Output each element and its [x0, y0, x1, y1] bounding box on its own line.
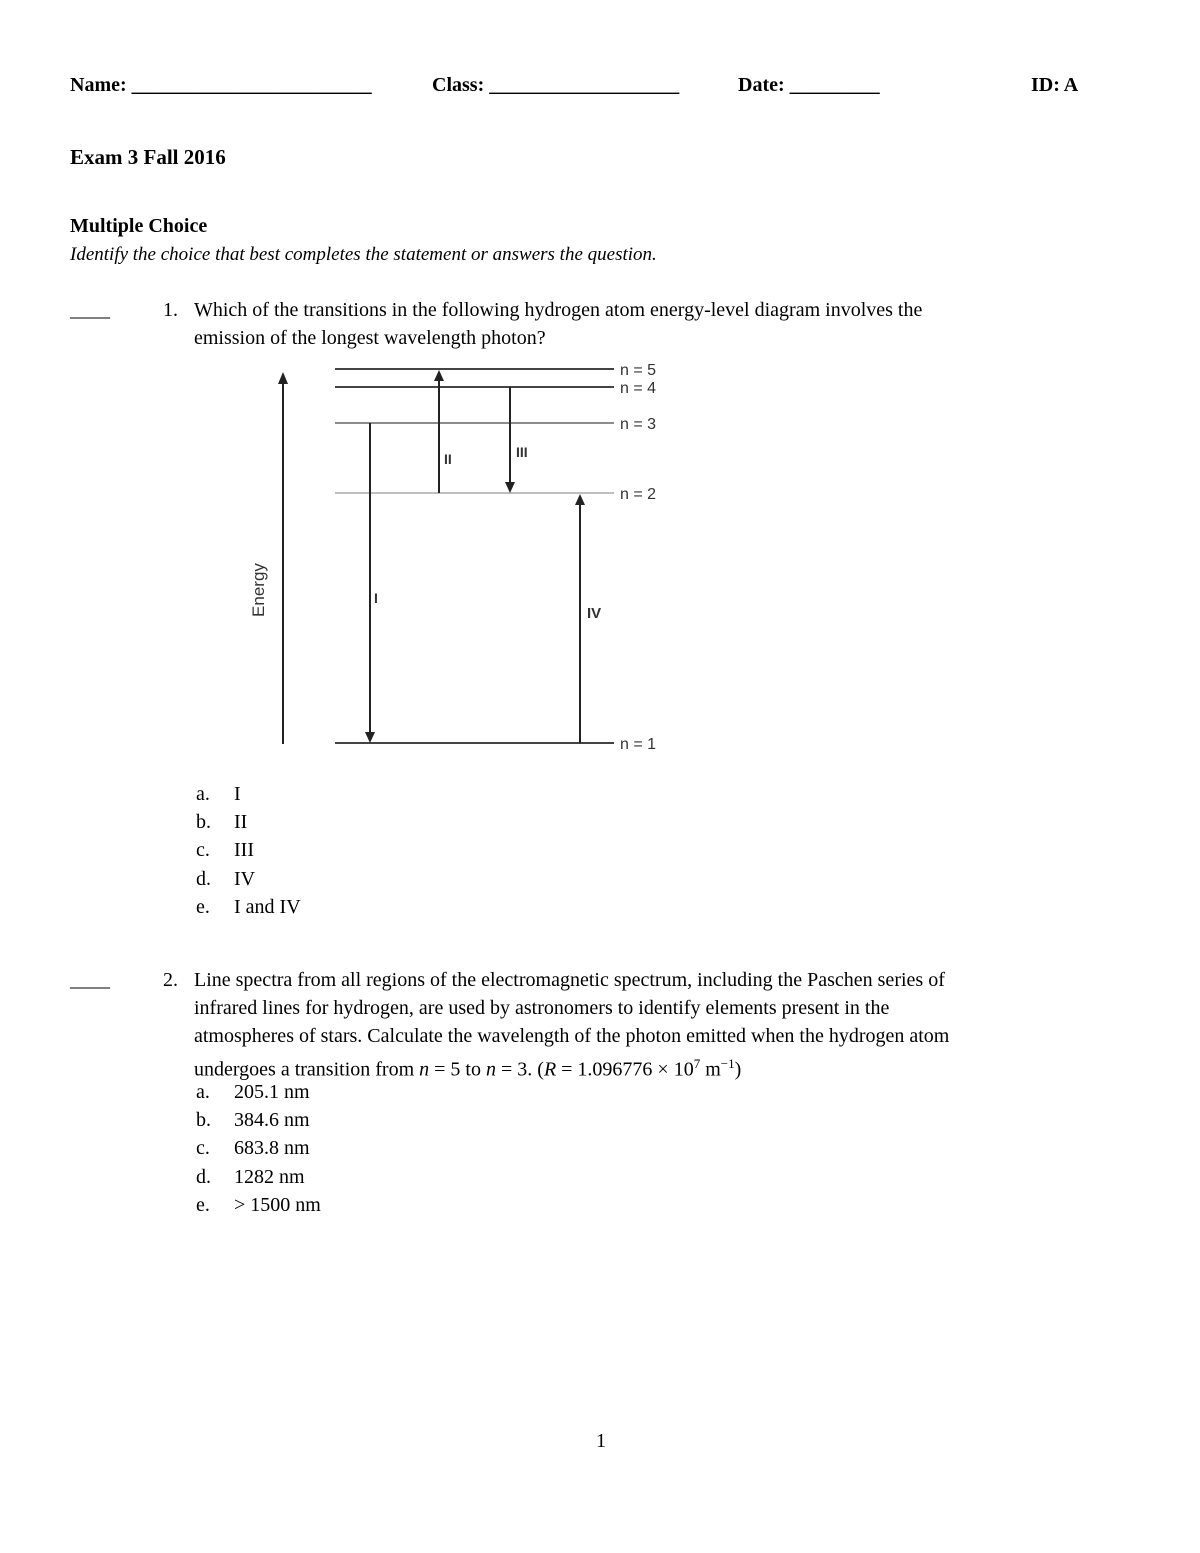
- choice-letter: b.: [196, 811, 211, 834]
- question-1-choices: [196, 780, 301, 921]
- exam-title: Exam 3 Fall 2016: [70, 145, 226, 169]
- choice-text: IV: [234, 867, 256, 890]
- question-2-text-run: = 1.096776 × 10: [556, 1058, 694, 1081]
- variable-n: n: [485, 1058, 496, 1081]
- question-2-choices: [196, 1078, 321, 1219]
- section-heading: Multiple Choice: [70, 215, 208, 237]
- exponent: −1: [720, 1056, 735, 1071]
- variable-r: R: [543, 1058, 557, 1081]
- choice-c[interactable]: [196, 1134, 321, 1162]
- choice-b[interactable]: [196, 808, 301, 836]
- exponent: 7: [693, 1056, 701, 1071]
- transition-label-II: II: [444, 451, 452, 467]
- question-2-text-run: undergoes a transition from: [194, 1058, 420, 1081]
- energy-axis-arrowhead: [278, 372, 288, 384]
- question-2-text-run: m: [700, 1058, 721, 1081]
- choice-text: 384.6 nm: [234, 1109, 310, 1132]
- choice-letter: a.: [196, 783, 210, 805]
- question-2-text: [194, 966, 949, 1084]
- level-label-n5: n = 5: [620, 362, 657, 379]
- choice-letter: c.: [196, 839, 210, 862]
- choice-letter: c.: [196, 1137, 210, 1160]
- transition-label-III: III: [516, 444, 528, 460]
- choice-letter: d.: [196, 867, 211, 890]
- level-label-n2: n = 2: [620, 486, 657, 503]
- date-field-label: Date: _________: [738, 74, 880, 96]
- choice-text: I: [234, 783, 241, 805]
- choice-b[interactable]: [196, 1106, 321, 1134]
- choice-e[interactable]: [196, 893, 301, 921]
- choice-d[interactable]: [196, 865, 301, 893]
- transition-arrowhead-I: [365, 732, 375, 743]
- section-instructions: Identify the choice that best completes the statement or answers the question.: [70, 244, 657, 265]
- choice-c[interactable]: [196, 836, 301, 864]
- choice-letter: d.: [196, 1165, 211, 1188]
- question-2-text-run: = 5 to: [429, 1058, 486, 1081]
- answer-blank-1[interactable]: ____: [70, 299, 110, 321]
- transition-arrowhead-II: [434, 370, 444, 381]
- question-2-line: infrared lines for hydrogen, are used by astronomers to identify elements present in the: [194, 997, 890, 1019]
- question-1-line: Which of the transitions in the following hydrogen atom energy-level diagram involves the: [194, 299, 923, 321]
- choice-text: I and IV: [234, 895, 301, 918]
- choice-text: III: [234, 839, 254, 862]
- question-2-text-run: = 3. (: [495, 1058, 544, 1081]
- variable-n: n: [419, 1058, 430, 1081]
- transition-arrowhead-IV: [575, 494, 585, 505]
- question-1-line: emission of the longest wavelength photon?: [194, 327, 546, 349]
- choice-letter: e.: [196, 895, 210, 918]
- level-label-n3: n = 3: [620, 416, 657, 433]
- choice-e[interactable]: [196, 1191, 321, 1219]
- transition-label-IV: IV: [587, 605, 602, 622]
- question-number-2: 2.: [163, 969, 178, 991]
- energy-axis-label: Energy: [249, 563, 268, 617]
- question-number-1: 1.: [163, 299, 178, 321]
- choice-text: 1282 nm: [234, 1165, 305, 1188]
- question-2-line: Line spectra from all regions of the electromagnetic spectrum, including the Paschen series of: [194, 969, 945, 991]
- choice-letter: e.: [196, 1193, 210, 1216]
- level-label-n4: n = 4: [620, 380, 657, 397]
- choice-a[interactable]: [196, 1078, 321, 1106]
- class-field-label: Class: ___________________: [432, 74, 680, 96]
- id-label: ID: A: [1031, 74, 1079, 96]
- choice-text: 683.8 nm: [234, 1137, 310, 1160]
- name-field-label: Name: ________________________: [70, 74, 372, 96]
- answer-blank-2[interactable]: ____: [70, 969, 110, 991]
- choice-a[interactable]: [196, 780, 301, 808]
- choice-text: II: [234, 811, 248, 834]
- page-number: 1: [596, 1430, 606, 1452]
- question-2-line: atmospheres of stars. Calculate the wavelength of the photon emitted when the hydrogen atom: [194, 1025, 950, 1047]
- level-label-n1: n = 1: [620, 736, 657, 753]
- transition-arrowhead-III: [505, 482, 515, 493]
- question-1-text: [194, 296, 922, 352]
- transition-label-I: I: [374, 590, 378, 606]
- choice-letter: a.: [196, 1081, 210, 1103]
- choice-d[interactable]: [196, 1163, 321, 1191]
- question-2-text-run: ): [734, 1058, 742, 1081]
- choice-text: > 1500 nm: [234, 1193, 321, 1216]
- choice-text: 205.1 nm: [234, 1081, 310, 1103]
- choice-letter: b.: [196, 1109, 211, 1132]
- energy-level-diagram: [240, 360, 710, 770]
